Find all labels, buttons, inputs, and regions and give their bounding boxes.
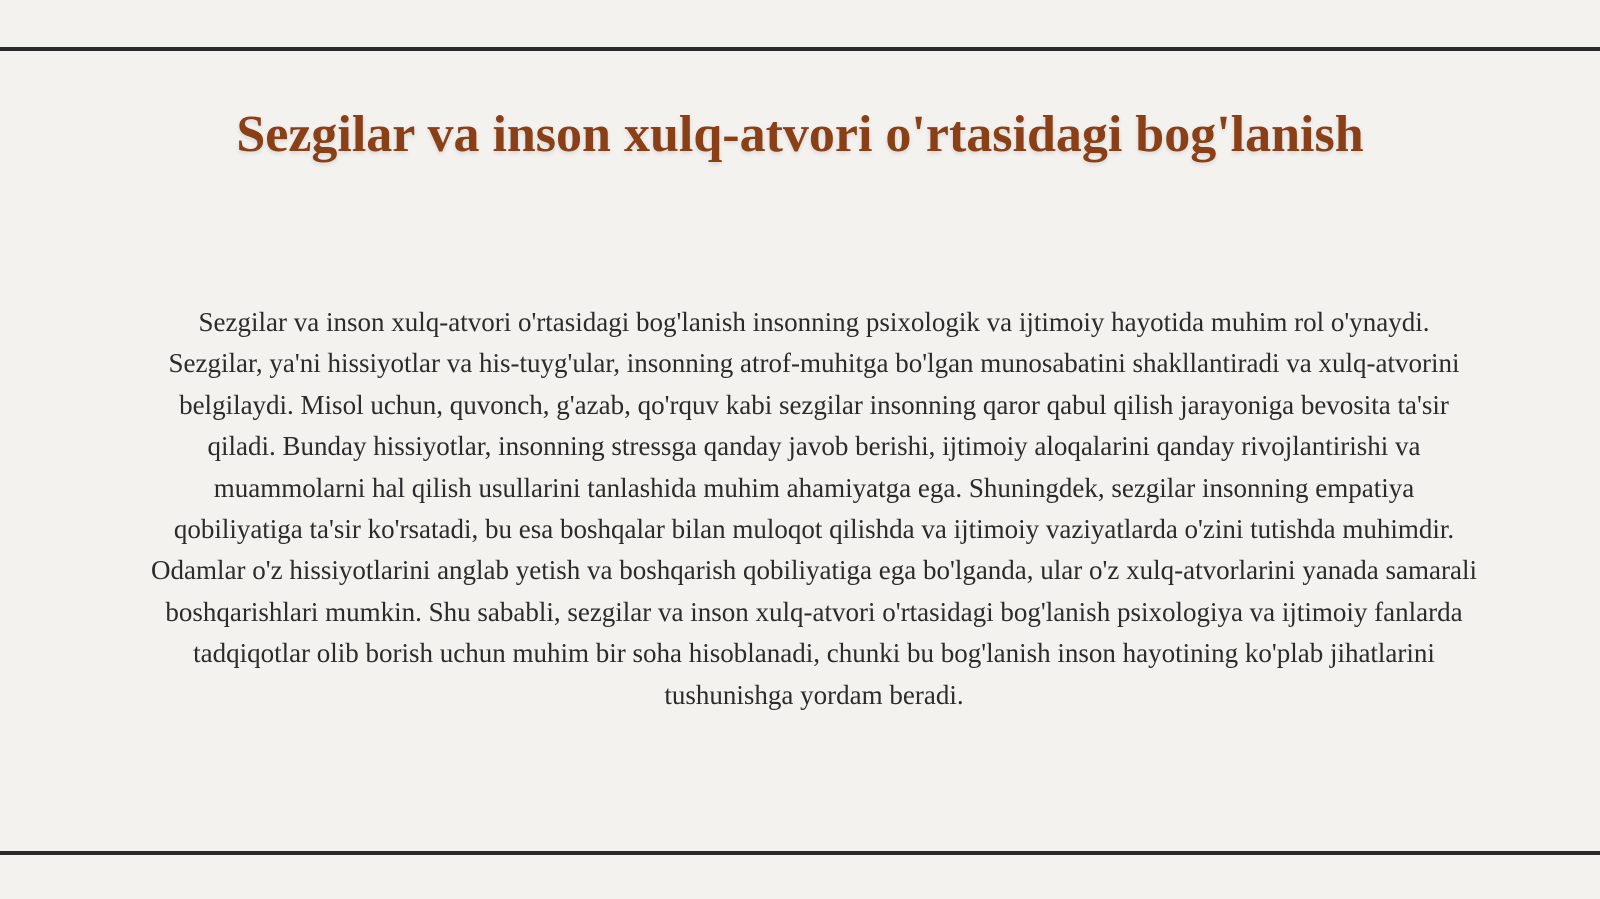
top-divider	[0, 47, 1600, 51]
slide-body-text: Sezgilar va inson xulq-atvori o'rtasidagi bog'lanish insonning psixologik va ijtimoiy hayotida muhim rol o'ynaydi. Sezgilar, ya'ni hissiyotlar va his-tuyg'ular, insonning atrof-muhitga bo'lgan munosabatini shakllantiradi va xulq-atvorini belgilaydi. Misol uchun, quvonch, g'azab, qo'rquv kabi sezgilar insonning qaror qabul qilish jarayoniga bevosita ta'sir qiladi. Bunday hissiyotlar, insonning stressga qanday javob berishi, ijtimoiy aloqalarini qanday rivojlantirishi va muammolarni hal qilish usullarini tanlashida muhim ahamiyatga ega. Shuningdek, sezgilar insonning empatiya qobiliyatiga ta'sir ko'rsatadi, bu esa boshqalar bilan muloqot qilishda va ijtimoiy vaziyatlarda o'zini tutishda muhimdir. Odamlar o'z hissiyotlarini anglab yetish va boshqarish qobiliyatiga ega bo'lganda, ular o'z xulq-atvorlarini yanada samarali boshqarishlari mumkin. Shu sababli, sezgilar va inson xulq-atvori o'rtasidagi bog'lanish psixologiya va ijtimoiy fanlarda tadqiqotlar olib borish uchun muhim bir soha hisoblanadi, chunki bu bog'lanish inson hayotining ko'plab jihatlarini tushunishga yordam beradi.	[151, 307, 1477, 710]
slide-title: Sezgilar va inson xulq-atvori o'rtasidagi bog'lanish	[236, 106, 1364, 163]
bottom-divider	[0, 851, 1600, 855]
